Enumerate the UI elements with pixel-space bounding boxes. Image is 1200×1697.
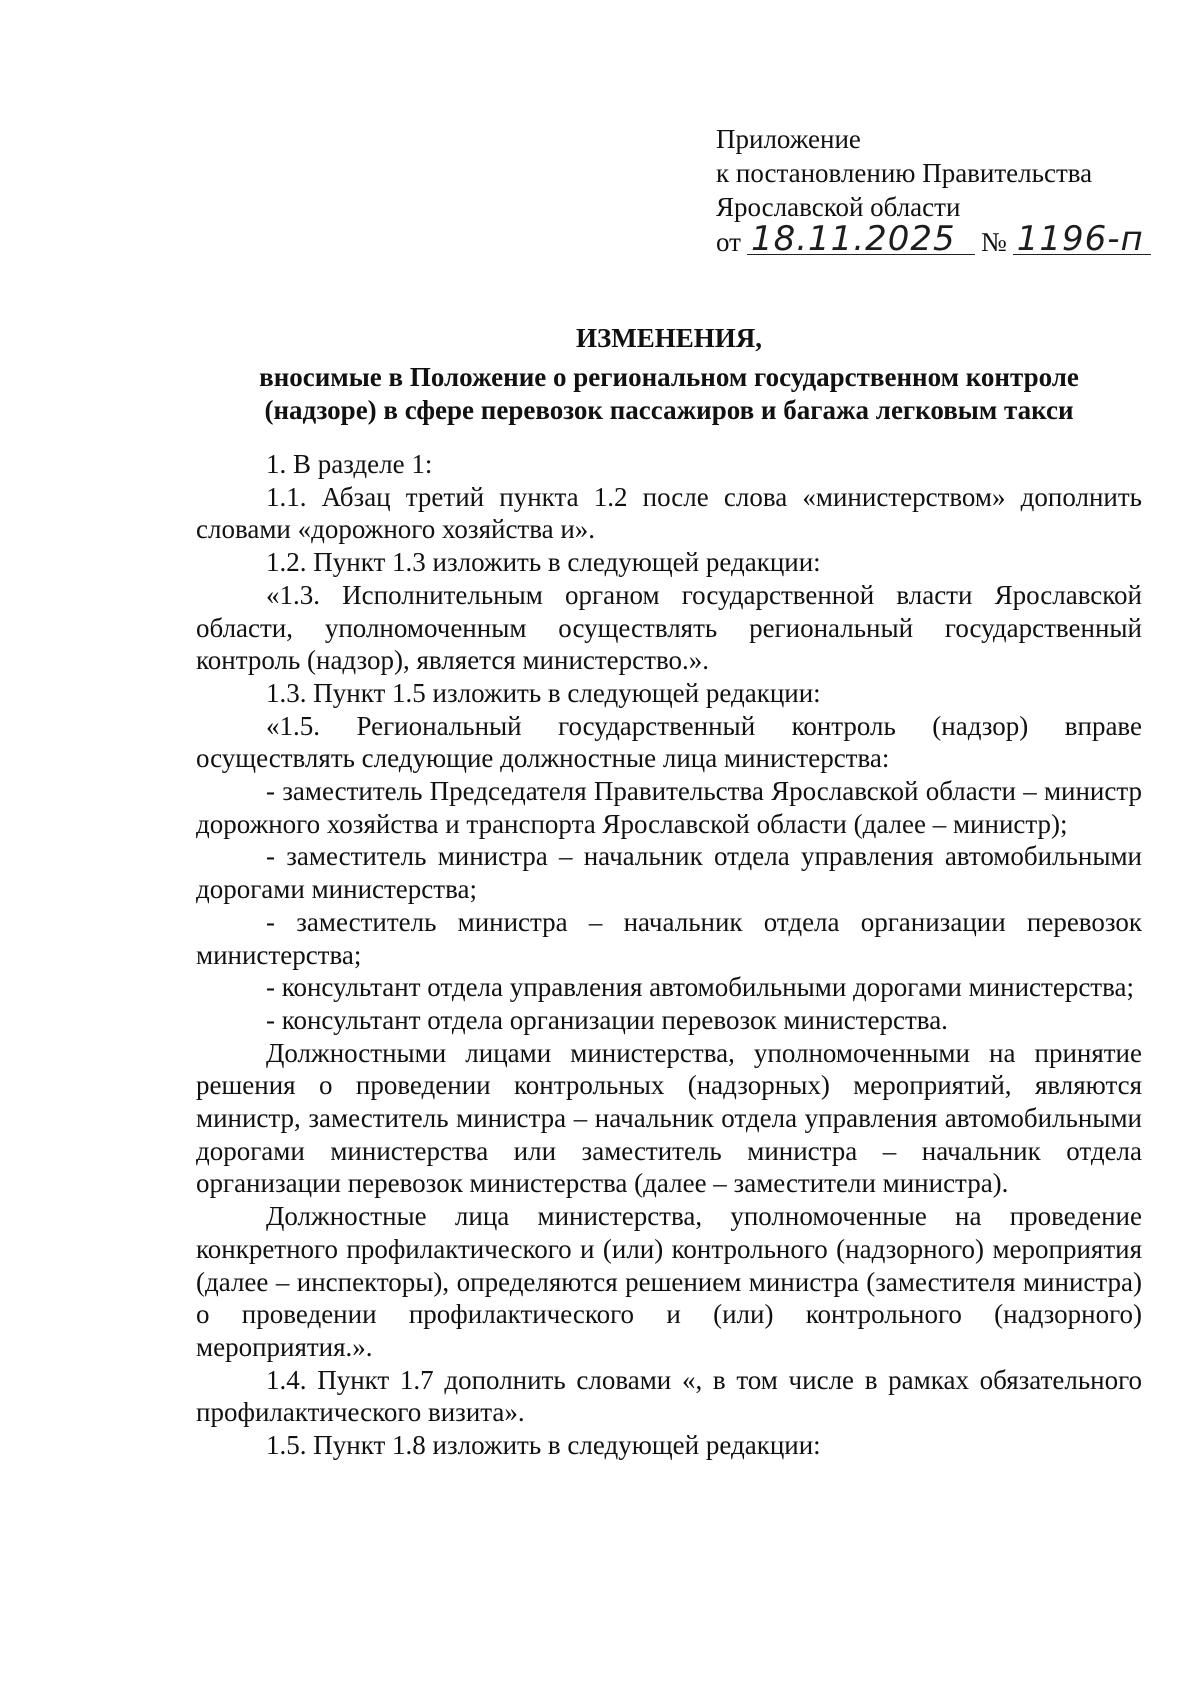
paragraph: - заместитель Председателя Правительства Ярославской области – министр дорожного хозяйства и транспорта Ярославской области (далее – министр);	[196, 776, 1142, 839]
paragraph: - консультант отдела управления автомобильными дорогами министерства;	[266, 972, 1134, 1003]
paragraph: Должностными лицами министерства, уполномоченными на принятие решения о проведении контрольных (надзорных) мероприятий, являются министр, заместитель министра – начальник отдела управления автомобильными дорогами министерства или заместитель министра – начальник отдела организации перевозок министерства (далее – заместители министра).	[196, 1037, 1142, 1199]
handwritten-number: 1196-п	[1013, 224, 1151, 255]
paragraph: 1.3. Пункт 1.5 изложить в следующей редакции:	[266, 677, 821, 708]
paragraph: - заместитель министра – начальник отдела организации перевозок министерства;	[196, 906, 1142, 970]
annex-region: Ярославской области	[716, 192, 961, 222]
paragraph: «1.5. Региональный государственный контроль (надзор) вправе осуществлять следующие должностные лица министерства:	[196, 710, 1142, 774]
annex-date-number-row	[716, 219, 1151, 259]
paragraph: 1. В разделе 1:	[266, 449, 433, 479]
document-title: ИЗМЕНЕНИЯ,	[575, 323, 762, 353]
paragraph: 1.5. Пункт 1.8 изложить в следующей редакции:	[266, 1430, 821, 1461]
number-label: №	[980, 227, 1007, 257]
annex-reference: к постановлению Правительства	[716, 158, 1093, 188]
handwritten-date: 18.11.2025	[747, 224, 975, 255]
paragraph: 1.1. Абзац третий пункта 1.2 после слова «министерством» дополнить словами «дорожного хозяйства и».	[196, 481, 1142, 545]
paragraph: - заместитель министра – начальник отдела управления автомобильными дорогами министерства;	[196, 841, 1142, 905]
paragraph: 1.4. Пункт 1.7 дополнить словами «, в том числе в рамках обязательного профилактического визита».	[196, 1364, 1142, 1428]
document-body	[196, 448, 1142, 1462]
annex-title: Приложение	[716, 124, 861, 154]
document-heading	[196, 322, 1142, 427]
annex-block	[716, 122, 1151, 259]
paragraph: Должностные лица министерства, уполномоченные на проведение конкретного профилактического и (или) контрольного (надзорного) мероприятия (далее – инспекторы), определяются решением министра (заместителя министра) о проведении профилактического и (или) контрольного (надзорного) мероприятия.».	[196, 1201, 1142, 1362]
from-label: от	[716, 227, 741, 257]
paragraph: 1.2. Пункт 1.3 изложить в следующей редакции:	[266, 547, 821, 578]
document-subtitle-line-2: (надзоре) в сфере перевозок пассажиров и багажа легковым такси	[264, 395, 1074, 425]
paragraph: - консультант отдела организации перевозок министерства.	[266, 1004, 948, 1035]
document-subtitle-line-1: вносимые в Положение о региональном государственном контроле	[259, 362, 1079, 392]
paragraph: «1.3. Исполнительным органом государственной власти Ярославской области, уполномоченным осуществлять региональный государственный контроль (надзор), является министерство.».	[196, 579, 1142, 676]
